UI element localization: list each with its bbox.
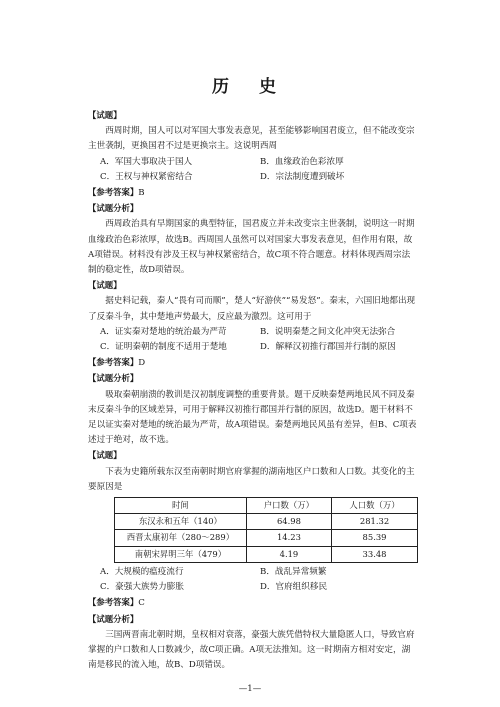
- question-stem: 据史料记载，秦人“畏有司而顺”，楚人“好游侠”“易发怒”。秦末，六国旧地都出现了反秦斗争，其中楚地声势最大，反应最为激烈。这可用于: [88, 296, 416, 322]
- table-cell: 东汉永和五年（140）: [115, 514, 247, 530]
- answer-value: C: [138, 598, 145, 609]
- option-a: A．军国大事取决于国人: [100, 156, 193, 167]
- question-tag: 【试题】: [88, 280, 122, 291]
- option-d: D．宗法制度遭到破坏: [260, 171, 345, 182]
- table-header: 人口数（万）: [332, 498, 418, 514]
- question-tag: 【试题】: [88, 110, 122, 120]
- options: [88, 565, 418, 595]
- option-b: B．血缘政治色彩浓厚: [260, 156, 344, 167]
- options: [88, 155, 418, 185]
- question-stem: 下表为史籍所载东汉至南朝时期官府掌握的湖南地区户口数和人口数。其变化的主要原因是: [88, 466, 415, 492]
- table-header-row: [115, 498, 418, 514]
- question-2: [88, 278, 418, 448]
- options: [88, 325, 418, 355]
- table-row: [115, 546, 418, 562]
- population-table: [114, 497, 418, 563]
- analysis-tag: 【试题分析】: [88, 373, 139, 384]
- answer-value: B: [138, 188, 145, 199]
- table-header: 户口数（万）: [246, 498, 331, 514]
- table-cell: 64.98: [246, 514, 331, 530]
- option-d: D．解释汉初推行郡国并行制的原因: [260, 342, 396, 353]
- table-cell: 33.48: [332, 546, 418, 562]
- option-b: B．战乱异常频繁: [260, 566, 327, 577]
- option-c: C．王权与神权紧密结合: [100, 171, 193, 182]
- table-cell: 14.23: [246, 530, 331, 546]
- option-d: D．官府组织移民: [260, 582, 328, 593]
- answer-tag: 【参考答案】: [88, 597, 139, 608]
- answer-tag: 【参考答案】: [88, 357, 139, 368]
- analysis-tag: 【试题分析】: [88, 203, 139, 214]
- option-a: A．证实秦对楚地的统治最为严苛: [100, 326, 227, 337]
- table-row: [115, 530, 418, 546]
- option-a: A．大规模的瘟疫流行: [100, 566, 184, 577]
- answer-tag: 【参考答案】: [88, 187, 139, 198]
- table-cell: 4.19: [246, 546, 331, 562]
- option-c: C．豪强大族势力膨胀: [100, 582, 184, 593]
- analysis-text: 吸取秦朝崩溃的教训是汉初制度调整的重要背景。题干反映秦楚两地民风不同及秦末反秦斗争的区域差异，可用于解释汉初推行郡国并行制的原因，故选D。题干材料不足以证实秦对楚地的统治最为严苛，故A项错误。秦楚两地民风虽有差异，但B、C项表述过于绝对，故不选。: [88, 389, 417, 446]
- page-title: 历 史: [212, 77, 288, 97]
- analysis-text: 西周政治具有早期国家的典型特征，国君废立并未改变宗主世袭制，说明这一时期血缘政治色彩浓厚，故选B。西周国人虽然可以对国家大事发表意见，但作用有限，故A项错误。材料没有涉及王权与神权紧密结合，故C项不符合题意。材料体现西周宗法制的稳定性，故D项错误。: [88, 219, 415, 276]
- analysis-text: 三国两晋南北朝时期，皇权相对衰落，豪强大族凭借特权大量隐匿人口，导致官府掌握的户口数和人口数减少，故C项正确。A项无法推知。这一时期南方相对安定，湖南是移民的流入地，故B、D项错误。: [88, 629, 415, 671]
- analysis-tag: 【试题分析】: [88, 613, 139, 624]
- table-cell: 85.39: [332, 530, 418, 546]
- page-number: —1—: [238, 684, 262, 694]
- table-cell: 南朝宋昇明三年（479）: [115, 546, 247, 562]
- table-header: 时间: [115, 498, 247, 514]
- option-c: C．证明秦朝的制度不适用于楚地: [100, 342, 227, 353]
- content: [88, 108, 418, 673]
- table-cell: 西晋太康初年（280～289）: [115, 530, 247, 546]
- table-row: [115, 514, 418, 530]
- question-tag: 【试题】: [88, 450, 122, 461]
- option-b: B．说明秦楚之间文化冲突无法弥合: [260, 326, 396, 337]
- table-cell: 281.32: [332, 514, 418, 530]
- question-3: [88, 448, 418, 673]
- question-1: [88, 108, 418, 278]
- answer-value: D: [138, 358, 146, 369]
- question-stem: 西周时期，国人可以对军国大事发表意见，甚至能够影响国君废立，但不能改变宗主世袭制，更换国君不过是更换宗主。这说明西周: [88, 126, 415, 152]
